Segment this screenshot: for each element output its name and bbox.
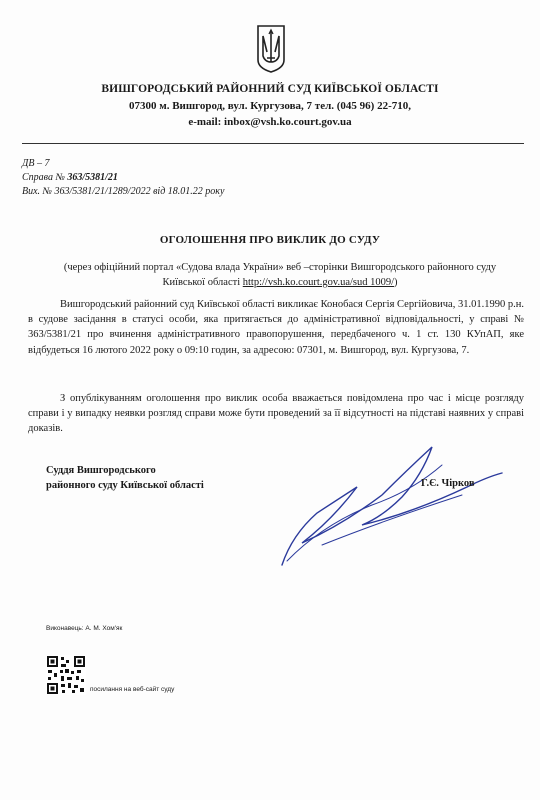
judge-title-line1: Суддя Вишгородського xyxy=(46,465,156,476)
qr-code-icon xyxy=(46,655,86,695)
court-website-link[interactable]: http://vsh.ko.court.gov.ua/sud 1009/ xyxy=(242,277,395,288)
publication-note xyxy=(60,260,500,290)
court-email: e-mail: inbox@vsh.ko.court.gov.ua xyxy=(188,116,352,128)
header-divider xyxy=(22,143,524,144)
executor-line: Виконавець: А. М. Хом'як xyxy=(46,625,123,632)
qr-caption: посилання на веб-сайт суду xyxy=(90,686,175,693)
handwritten-signature-icon xyxy=(262,425,512,575)
judge-title-line2: районного суду Київської області xyxy=(46,480,204,491)
outgoing-number: Вих. № 363/5381/21/1289/2022 від 18.01.22 року xyxy=(22,186,225,197)
summons-paragraph: Вишгородський районний суд Київської області викликає Конобася Сергія Сергійовича, 31.01.1990 р.н. в судове засідання в статусі особи, яка притягається до адміністративної відповідальності, у справі № 363/5381/21 про вчинення адміністративного правопорушення, передбаченого ч. 1 ст. 130 КУпАП, яке відбудеться 16 лютого 2022 року о 09:10 годин, за адресою: 07301, м. Вишгород, вул. Кургузова, 7. xyxy=(28,299,524,356)
court-name: ВИШГОРОДСЬКИЙ РАЙОННИЙ СУД КИЇВСЬКОЇ ОБЛАСТІ xyxy=(101,83,439,95)
case-label: Справа № xyxy=(22,172,68,183)
case-line xyxy=(22,172,118,183)
trident-emblem-icon xyxy=(256,22,286,74)
case-number: 363/5381/21 xyxy=(67,172,118,183)
publication-close: ) xyxy=(394,277,398,288)
publication-text: (через офіційний портал «Судова влада України» веб –сторінки Вишгородського районного суду Київської області xyxy=(63,262,497,288)
document-code: ДВ – 7 xyxy=(22,158,50,169)
judge-title xyxy=(46,463,204,493)
notice-title: ОГОЛОШЕННЯ ПРО ВИКЛИК ДО СУДУ xyxy=(159,234,381,246)
notification-paragraph: З опублікуванням оголошення про виклик особа вважається повідомлена про час і місце розгляду справи і у випадку неявки розгляд справи може бути проведений за її відсутності на підставі наявних у справі доказів. xyxy=(28,393,524,435)
judge-name: Г.Є. Чірков xyxy=(421,478,475,489)
court-address: 07300 м. Вишгород, вул. Кургузова, 7 тел. (045 96) 22-710, xyxy=(128,100,412,112)
